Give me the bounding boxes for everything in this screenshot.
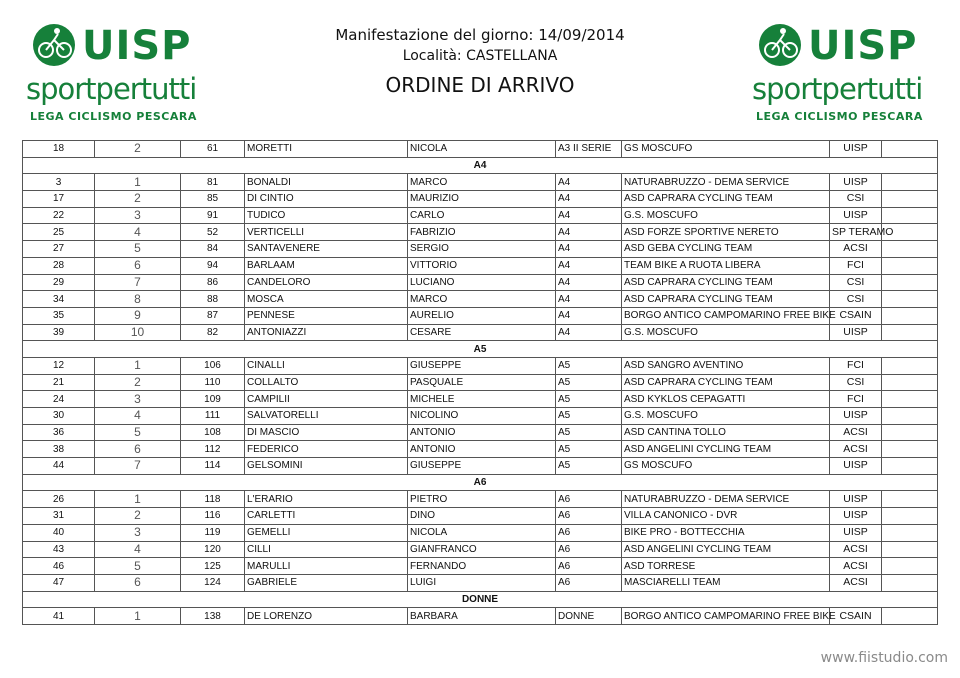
overall-position-cell: 25 bbox=[23, 224, 95, 241]
table-row bbox=[23, 574, 938, 591]
uisp-logo-left bbox=[24, 22, 214, 132]
organization-cell: UISP bbox=[830, 458, 882, 475]
table-row bbox=[23, 441, 938, 458]
overall-position-cell: 29 bbox=[23, 274, 95, 291]
empty-cell bbox=[882, 574, 938, 591]
surname-cell: DI CINTIO bbox=[245, 191, 408, 208]
organization-cell: ACSI bbox=[830, 541, 882, 558]
organization-cell: UISP bbox=[830, 174, 882, 191]
empty-cell bbox=[882, 441, 938, 458]
category-cell: A5 bbox=[556, 408, 622, 425]
bib-number-cell: 86 bbox=[181, 274, 245, 291]
empty-cell bbox=[882, 274, 938, 291]
empty-cell bbox=[882, 458, 938, 475]
surname-cell: SANTAVENERE bbox=[245, 241, 408, 258]
category-position-cell: 1 bbox=[95, 608, 181, 625]
bib-number-cell: 85 bbox=[181, 191, 245, 208]
overall-position-cell: 30 bbox=[23, 408, 95, 425]
empty-cell bbox=[882, 541, 938, 558]
empty-cell bbox=[882, 424, 938, 441]
category-position-cell: 1 bbox=[95, 357, 181, 374]
overall-position-cell: 31 bbox=[23, 508, 95, 525]
bib-number-cell: 112 bbox=[181, 441, 245, 458]
surname-cell: TUDICO bbox=[245, 207, 408, 224]
category-position-cell: 6 bbox=[95, 257, 181, 274]
first-name-cell: FABRIZIO bbox=[408, 224, 556, 241]
category-position-cell: 5 bbox=[95, 558, 181, 575]
category-cell: A4 bbox=[556, 191, 622, 208]
first-name-cell: PIETRO bbox=[408, 491, 556, 508]
category-header-row bbox=[23, 157, 938, 174]
surname-cell: GEMELLI bbox=[245, 524, 408, 541]
bib-number-cell: 109 bbox=[181, 391, 245, 408]
organization-cell: UISP bbox=[830, 524, 882, 541]
category-header-row bbox=[23, 474, 938, 491]
first-name-cell: CESARE bbox=[408, 324, 556, 341]
bib-number-cell: 88 bbox=[181, 291, 245, 308]
organization-cell: SP TERAMO bbox=[830, 224, 882, 241]
overall-position-cell: 35 bbox=[23, 307, 95, 324]
team-cell: TEAM BIKE A RUOTA LIBERA bbox=[622, 257, 830, 274]
empty-cell bbox=[882, 324, 938, 341]
bib-number-cell: 106 bbox=[181, 357, 245, 374]
empty-cell bbox=[882, 558, 938, 575]
overall-position-cell: 3 bbox=[23, 174, 95, 191]
table-row bbox=[23, 524, 938, 541]
overall-position-cell: 43 bbox=[23, 541, 95, 558]
bib-number-cell: 61 bbox=[181, 141, 245, 158]
surname-cell: CILLI bbox=[245, 541, 408, 558]
overall-position-cell: 46 bbox=[23, 558, 95, 575]
surname-cell: BARLAAM bbox=[245, 257, 408, 274]
event-location: Località: CASTELLANA bbox=[402, 48, 558, 64]
first-name-cell: GIUSEPPE bbox=[408, 458, 556, 475]
table-row bbox=[23, 241, 938, 258]
overall-position-cell: 12 bbox=[23, 357, 95, 374]
results-table bbox=[22, 140, 938, 625]
category-label: DONNE bbox=[23, 591, 938, 608]
bib-number-cell: 118 bbox=[181, 491, 245, 508]
surname-cell: COLLALTO bbox=[245, 374, 408, 391]
category-cell: A5 bbox=[556, 374, 622, 391]
team-cell: VILLA CANONICO - DVR bbox=[622, 508, 830, 525]
bib-number-cell: 91 bbox=[181, 207, 245, 224]
team-cell: NATURABRUZZO - DEMA SERVICE bbox=[622, 491, 830, 508]
bib-number-cell: 52 bbox=[181, 224, 245, 241]
surname-cell: GELSOMINI bbox=[245, 458, 408, 475]
logo-subtitle: sportpertutti bbox=[26, 72, 197, 106]
first-name-cell: NICOLA bbox=[408, 141, 556, 158]
bib-number-cell: 110 bbox=[181, 374, 245, 391]
bib-number-cell: 87 bbox=[181, 307, 245, 324]
overall-position-cell: 27 bbox=[23, 241, 95, 258]
surname-cell: MORETTI bbox=[245, 141, 408, 158]
first-name-cell: GIUSEPPE bbox=[408, 357, 556, 374]
first-name-cell: PASQUALE bbox=[408, 374, 556, 391]
team-cell: G.S. MOSCUFO bbox=[622, 207, 830, 224]
category-cell: A4 bbox=[556, 241, 622, 258]
first-name-cell: MICHELE bbox=[408, 391, 556, 408]
surname-cell: MOSCA bbox=[245, 291, 408, 308]
overall-position-cell: 26 bbox=[23, 491, 95, 508]
empty-cell bbox=[882, 491, 938, 508]
overall-position-cell: 28 bbox=[23, 257, 95, 274]
overall-position-cell: 39 bbox=[23, 324, 95, 341]
organization-cell: CSI bbox=[830, 191, 882, 208]
table-row bbox=[23, 408, 938, 425]
logo-subtitle: sportpertutti bbox=[752, 72, 923, 106]
category-cell: A4 bbox=[556, 207, 622, 224]
team-cell: BIKE PRO - BOTTECCHIA bbox=[622, 524, 830, 541]
uisp-logo-right bbox=[750, 22, 940, 132]
team-cell: NATURABRUZZO - DEMA SERVICE bbox=[622, 174, 830, 191]
bib-number-cell: 120 bbox=[181, 541, 245, 558]
organization-cell: ACSI bbox=[830, 441, 882, 458]
table-row bbox=[23, 374, 938, 391]
bib-number-cell: 84 bbox=[181, 241, 245, 258]
cyclist-emblem-icon bbox=[750, 22, 810, 68]
surname-cell: VERTICELLI bbox=[245, 224, 408, 241]
category-cell: A4 bbox=[556, 174, 622, 191]
table-row bbox=[23, 207, 938, 224]
empty-cell bbox=[882, 357, 938, 374]
empty-cell bbox=[882, 508, 938, 525]
surname-cell: PENNESE bbox=[245, 307, 408, 324]
category-cell: A5 bbox=[556, 424, 622, 441]
team-cell: GS MOSCUFO bbox=[622, 141, 830, 158]
empty-cell bbox=[882, 524, 938, 541]
category-position-cell: 10 bbox=[95, 324, 181, 341]
bib-number-cell: 138 bbox=[181, 608, 245, 625]
category-position-cell: 3 bbox=[95, 524, 181, 541]
first-name-cell: NICOLINO bbox=[408, 408, 556, 425]
overall-position-cell: 40 bbox=[23, 524, 95, 541]
surname-cell: CANDELORO bbox=[245, 274, 408, 291]
category-position-cell: 6 bbox=[95, 441, 181, 458]
empty-cell bbox=[882, 207, 938, 224]
category-position-cell: 2 bbox=[95, 141, 181, 158]
logo-brand: UISP bbox=[808, 23, 918, 69]
overall-position-cell: 44 bbox=[23, 458, 95, 475]
team-cell: ASD ANGELINI CYCLING TEAM bbox=[622, 441, 830, 458]
team-cell: ASD CAPRARA CYCLING TEAM bbox=[622, 374, 830, 391]
organization-cell: UISP bbox=[830, 324, 882, 341]
table-row bbox=[23, 141, 938, 158]
category-cell: A4 bbox=[556, 307, 622, 324]
team-cell: BORGO ANTICO CAMPOMARINO FREE BIKE bbox=[622, 608, 830, 625]
bib-number-cell: 81 bbox=[181, 174, 245, 191]
category-position-cell: 4 bbox=[95, 541, 181, 558]
category-position-cell: 2 bbox=[95, 191, 181, 208]
category-cell: A6 bbox=[556, 541, 622, 558]
team-cell: ASD CAPRARA CYCLING TEAM bbox=[622, 274, 830, 291]
team-cell: MASCIARELLI TEAM bbox=[622, 574, 830, 591]
bib-number-cell: 82 bbox=[181, 324, 245, 341]
surname-cell: CAMPILII bbox=[245, 391, 408, 408]
watermark: www.fiistudio.com bbox=[820, 650, 948, 666]
team-cell: ASD FORZE SPORTIVE NERETO bbox=[622, 224, 830, 241]
first-name-cell: GIANFRANCO bbox=[408, 541, 556, 558]
category-position-cell: 2 bbox=[95, 374, 181, 391]
organization-cell: CSAIN bbox=[830, 307, 882, 324]
first-name-cell: ANTONIO bbox=[408, 441, 556, 458]
category-position-cell: 5 bbox=[95, 241, 181, 258]
surname-cell: ANTONIAZZI bbox=[245, 324, 408, 341]
team-cell: GS MOSCUFO bbox=[622, 458, 830, 475]
surname-cell: BONALDI bbox=[245, 174, 408, 191]
category-header-row bbox=[23, 341, 938, 358]
organization-cell: UISP bbox=[830, 408, 882, 425]
first-name-cell: LUCIANO bbox=[408, 274, 556, 291]
table-row bbox=[23, 491, 938, 508]
category-position-cell: 3 bbox=[95, 391, 181, 408]
first-name-cell: AURELIO bbox=[408, 307, 556, 324]
team-cell: ASD SANGRO AVENTINO bbox=[622, 357, 830, 374]
bib-number-cell: 116 bbox=[181, 508, 245, 525]
table-row bbox=[23, 274, 938, 291]
table-row bbox=[23, 508, 938, 525]
table-row bbox=[23, 424, 938, 441]
category-label: A5 bbox=[23, 341, 938, 358]
organization-cell: CSI bbox=[830, 274, 882, 291]
first-name-cell: LUIGI bbox=[408, 574, 556, 591]
surname-cell: CINALLI bbox=[245, 357, 408, 374]
organization-cell: UISP bbox=[830, 491, 882, 508]
table-row bbox=[23, 224, 938, 241]
table-row bbox=[23, 174, 938, 191]
cyclist-emblem-icon bbox=[24, 22, 84, 68]
table-row bbox=[23, 307, 938, 324]
empty-cell bbox=[882, 291, 938, 308]
bib-number-cell: 111 bbox=[181, 408, 245, 425]
empty-cell bbox=[882, 191, 938, 208]
organization-cell: FCI bbox=[830, 357, 882, 374]
table-row bbox=[23, 257, 938, 274]
table-row bbox=[23, 458, 938, 475]
category-position-cell: 7 bbox=[95, 458, 181, 475]
first-name-cell: MARCO bbox=[408, 174, 556, 191]
overall-position-cell: 36 bbox=[23, 424, 95, 441]
organization-cell: ACSI bbox=[830, 241, 882, 258]
overall-position-cell: 18 bbox=[23, 141, 95, 158]
category-position-cell: 1 bbox=[95, 491, 181, 508]
organization-cell: FCI bbox=[830, 257, 882, 274]
team-cell: ASD CAPRARA CYCLING TEAM bbox=[622, 191, 830, 208]
organization-cell: ACSI bbox=[830, 424, 882, 441]
empty-cell bbox=[882, 141, 938, 158]
category-position-cell: 8 bbox=[95, 291, 181, 308]
first-name-cell: ANTONIO bbox=[408, 424, 556, 441]
category-position-cell: 7 bbox=[95, 274, 181, 291]
category-cell: A6 bbox=[556, 558, 622, 575]
category-cell: A4 bbox=[556, 291, 622, 308]
first-name-cell: DINO bbox=[408, 508, 556, 525]
bib-number-cell: 114 bbox=[181, 458, 245, 475]
table-row bbox=[23, 608, 938, 625]
organization-cell: UISP bbox=[830, 141, 882, 158]
bib-number-cell: 119 bbox=[181, 524, 245, 541]
empty-cell bbox=[882, 307, 938, 324]
table-row bbox=[23, 391, 938, 408]
category-cell: A6 bbox=[556, 524, 622, 541]
results-body bbox=[23, 141, 938, 625]
category-label: A4 bbox=[23, 157, 938, 174]
team-cell: ASD TORRESE bbox=[622, 558, 830, 575]
logo-tagline: LEGA CICLISMO PESCARA bbox=[756, 110, 923, 123]
first-name-cell: MARCO bbox=[408, 291, 556, 308]
first-name-cell: FERNANDO bbox=[408, 558, 556, 575]
category-cell: A4 bbox=[556, 224, 622, 241]
bib-number-cell: 108 bbox=[181, 424, 245, 441]
surname-cell: DE LORENZO bbox=[245, 608, 408, 625]
first-name-cell: SERGIO bbox=[408, 241, 556, 258]
bib-number-cell: 125 bbox=[181, 558, 245, 575]
organization-cell: FCI bbox=[830, 391, 882, 408]
empty-cell bbox=[882, 257, 938, 274]
surname-cell: MARULLI bbox=[245, 558, 408, 575]
category-position-cell: 4 bbox=[95, 224, 181, 241]
logo-brand: UISP bbox=[82, 23, 192, 69]
overall-position-cell: 47 bbox=[23, 574, 95, 591]
overall-position-cell: 34 bbox=[23, 291, 95, 308]
first-name-cell: BARBARA bbox=[408, 608, 556, 625]
overall-position-cell: 41 bbox=[23, 608, 95, 625]
surname-cell: L'ERARIO bbox=[245, 491, 408, 508]
surname-cell: FEDERICO bbox=[245, 441, 408, 458]
category-cell: A4 bbox=[556, 274, 622, 291]
overall-position-cell: 22 bbox=[23, 207, 95, 224]
table-row bbox=[23, 324, 938, 341]
first-name-cell: MAURIZIO bbox=[408, 191, 556, 208]
overall-position-cell: 24 bbox=[23, 391, 95, 408]
organization-cell: UISP bbox=[830, 207, 882, 224]
event-date: Manifestazione del giorno: 14/09/2014 bbox=[335, 26, 625, 44]
category-cell: A6 bbox=[556, 491, 622, 508]
empty-cell bbox=[882, 174, 938, 191]
bib-number-cell: 94 bbox=[181, 257, 245, 274]
category-cell: A4 bbox=[556, 257, 622, 274]
team-cell: G.S. MOSCUFO bbox=[622, 408, 830, 425]
team-cell: ASD KYKLOS CEPAGATTI bbox=[622, 391, 830, 408]
empty-cell bbox=[882, 241, 938, 258]
category-header-row bbox=[23, 591, 938, 608]
category-position-cell: 1 bbox=[95, 174, 181, 191]
organization-cell: ACSI bbox=[830, 574, 882, 591]
table-row bbox=[23, 558, 938, 575]
empty-cell bbox=[882, 391, 938, 408]
category-cell: A5 bbox=[556, 391, 622, 408]
first-name-cell: VITTORIO bbox=[408, 257, 556, 274]
team-cell: ASD CAPRARA CYCLING TEAM bbox=[622, 291, 830, 308]
category-position-cell: 2 bbox=[95, 508, 181, 525]
category-position-cell: 4 bbox=[95, 408, 181, 425]
team-cell: ASD CANTINA TOLLO bbox=[622, 424, 830, 441]
team-cell: ASD ANGELINI CYCLING TEAM bbox=[622, 541, 830, 558]
page-title: ORDINE DI ARRIVO bbox=[385, 73, 575, 97]
category-position-cell: 3 bbox=[95, 207, 181, 224]
category-cell: A5 bbox=[556, 441, 622, 458]
category-position-cell: 5 bbox=[95, 424, 181, 441]
surname-cell: GABRIELE bbox=[245, 574, 408, 591]
logo-tagline: LEGA CICLISMO PESCARA bbox=[30, 110, 197, 123]
organization-cell: CSAIN bbox=[830, 608, 882, 625]
organization-cell: UISP bbox=[830, 508, 882, 525]
overall-position-cell: 17 bbox=[23, 191, 95, 208]
team-cell: ASD GEBA CYCLING TEAM bbox=[622, 241, 830, 258]
category-cell: DONNE bbox=[556, 608, 622, 625]
first-name-cell: NICOLA bbox=[408, 524, 556, 541]
first-name-cell: CARLO bbox=[408, 207, 556, 224]
category-cell: A5 bbox=[556, 357, 622, 374]
surname-cell: SALVATORELLI bbox=[245, 408, 408, 425]
document-header bbox=[300, 24, 660, 100]
overall-position-cell: 38 bbox=[23, 441, 95, 458]
empty-cell bbox=[882, 374, 938, 391]
organization-cell: CSI bbox=[830, 291, 882, 308]
empty-cell bbox=[882, 408, 938, 425]
table-row bbox=[23, 191, 938, 208]
category-position-cell: 9 bbox=[95, 307, 181, 324]
table-row bbox=[23, 291, 938, 308]
bib-number-cell: 124 bbox=[181, 574, 245, 591]
category-cell: A3 II SERIE bbox=[556, 141, 622, 158]
table-row bbox=[23, 357, 938, 374]
organization-cell: CSI bbox=[830, 374, 882, 391]
organization-cell: ACSI bbox=[830, 558, 882, 575]
category-cell: A6 bbox=[556, 574, 622, 591]
category-cell: A4 bbox=[556, 324, 622, 341]
category-label: A6 bbox=[23, 474, 938, 491]
surname-cell: DI MASCIO bbox=[245, 424, 408, 441]
empty-cell bbox=[882, 608, 938, 625]
overall-position-cell: 21 bbox=[23, 374, 95, 391]
table-row bbox=[23, 541, 938, 558]
category-cell: A5 bbox=[556, 458, 622, 475]
team-cell: BORGO ANTICO CAMPOMARINO FREE BIKE bbox=[622, 307, 830, 324]
category-cell: A6 bbox=[556, 508, 622, 525]
category-position-cell: 6 bbox=[95, 574, 181, 591]
team-cell: G.S. MOSCUFO bbox=[622, 324, 830, 341]
surname-cell: CARLETTI bbox=[245, 508, 408, 525]
